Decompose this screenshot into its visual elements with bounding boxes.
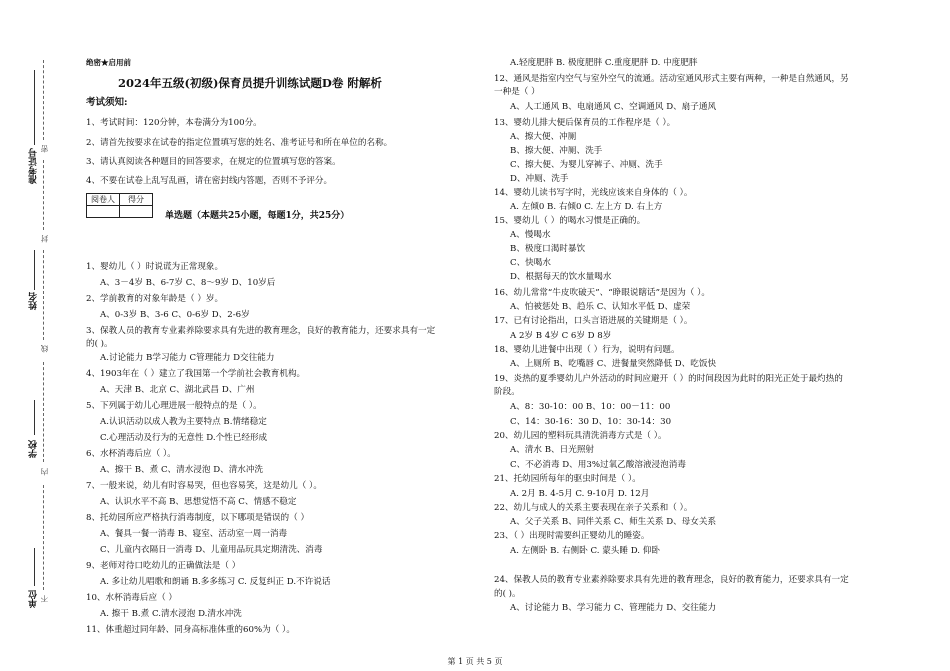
option-line: B、擦大便、冲厕、洗手 xyxy=(510,146,603,156)
name-label: 姓名 xyxy=(29,292,39,310)
option-line: C.心理活动及行为的无意性 D.个性已经形成 xyxy=(100,433,268,443)
question-line: 20、幼儿园的塑料玩具清洗消毒方式是（ ）。 xyxy=(494,431,667,441)
seal-line-1 xyxy=(43,60,44,140)
option-line: A、餐具一餐一消毒 B、寝室、活动室一周一消毒 xyxy=(100,529,288,539)
option-line: A. 左倾0 B. 右倾0 C. 左上方 D. 右上方 xyxy=(510,202,663,212)
score-box xyxy=(86,193,153,218)
score-cell: 得分 xyxy=(120,194,153,206)
option-line: A、父子关系 B、同伴关系 C、师生关系 D、母女关系 xyxy=(510,517,717,527)
question-line: 1、婴幼儿（ ）时说谎为正常现象。 xyxy=(86,262,224,272)
question-line: 2、学前教育的对象年龄是（ ）岁。 xyxy=(86,294,224,304)
question-line: 的( )。 xyxy=(494,589,521,599)
question-line: 阶段。 xyxy=(494,387,520,397)
option-line: A.讨论能力 B学习能力 C管理能力 D交往能力 xyxy=(100,353,275,363)
question-line: 的( )。 xyxy=(86,339,113,349)
score-blank[interactable] xyxy=(120,206,153,218)
option-line: C、14：30-16：30 D、10：30-14：30 xyxy=(510,417,672,427)
option-line: A.认识活动以成人教为主要特点 B.情绪稳定 xyxy=(100,417,267,427)
question-line: 15、婴幼儿（ ）的喝水习惯是正确的。 xyxy=(494,216,646,226)
option-line: C、儿童内衣隔日一消毒 D、儿童用品玩具定期清洗、消毒 xyxy=(100,545,323,555)
question-line: 23、（ ）出现时需要纠正婴幼儿的睡姿。 xyxy=(494,531,650,541)
option-line: C、快喝水 xyxy=(510,258,551,268)
option-line: A. 多让幼儿唱歌和朗诵 B.多多练习 C. 反复纠正 D.不许说话 xyxy=(100,577,331,587)
option-line: A. 2月 B. 4-5月 C. 9-10月 D. 12月 xyxy=(510,489,650,499)
question-line: 18、婴幼儿进餐中出现（ ）行为，说明有问题。 xyxy=(494,345,680,355)
section-heading: 单选题（本题共25小题，每题1分，共25分） xyxy=(165,211,350,221)
option-line: A.轻度肥胖 B. 极度肥胖 C.重度肥胖 D. 中度肥胖 xyxy=(510,58,698,68)
question-line: 19、炎热的夏季婴幼儿户外活动的时间应避开（ ）的时间段因为此时的阳光正处于最灼热的 xyxy=(494,374,843,384)
seal-char-5: 不 xyxy=(40,595,49,603)
option-line: A、擦大便、冲厕 xyxy=(510,132,577,142)
option-line: A、0-3岁 B、3-6 C、0-6岁 D、2-6岁 xyxy=(100,310,250,320)
reviewer-cell: 阅卷人 xyxy=(87,194,120,206)
question-line: 21、托幼园所每年的驱虫时间是（ ）。 xyxy=(494,474,641,484)
seal-char-2: 封 xyxy=(40,235,49,243)
option-line: D、冲厕、洗手 xyxy=(510,174,569,184)
option-line: A. 左侧卧 B. 右侧卧 C. 蒙头睡 D. 仰卧 xyxy=(510,546,660,556)
question-line: 7、一般来说，幼儿有时容易哭，但也容易笑，这是幼儿（ ）。 xyxy=(86,481,322,491)
seal-char-1: 密 xyxy=(40,145,49,153)
seal-line-5 xyxy=(43,485,44,590)
notice-item: 2、请首先按要求在试卷的指定位置填写您的姓名、准考证号和所在单位的名称。 xyxy=(86,138,393,148)
option-line: A、8：30-10：00 B、10：00－11：00 xyxy=(510,402,671,412)
option-line: A、天津 B、北京 C、湖北武昌 D、广州 xyxy=(100,385,255,395)
question-line: 24、保教人员的教育专业素养除要求具有先进的教育理念，良好的教育能力，还要求具有一定 xyxy=(494,575,849,585)
question-line: 9、老师对待口吃幼儿的正确做法是（ ） xyxy=(86,561,241,571)
question-line: 13、婴幼儿排大便后保育员的工作程序是（ ）。 xyxy=(494,118,676,128)
notice-item: 4、不要在试卷上乱写乱画，请在密封线内答题，否则不予评分。 xyxy=(86,176,333,186)
question-line: 4、1903年在（ ）建立了我国第一个学前社会教育机构。 xyxy=(86,369,306,379)
seal-line-3 xyxy=(43,250,44,340)
question-line: 10、水杯消毒后应（ ） xyxy=(86,593,178,603)
name-underline xyxy=(34,250,35,290)
option-line: C、擦大便、为婴儿穿裤子、冲厕、洗手 xyxy=(510,160,663,170)
question-line: 14、婴幼儿读书写字时，光线应该来自身体的（ ）。 xyxy=(494,188,693,198)
option-line: C、不必消毒 D、用3%过氧乙酸溶液浸泡消毒 xyxy=(510,460,686,470)
question-line: 5、下列属于幼儿心理进展一般特点的是（ ）。 xyxy=(86,401,262,411)
exam-number-underline xyxy=(34,70,35,145)
option-line: D、根据每天的饮水量喝水 xyxy=(510,272,612,282)
secret-mark: 绝密★启用前 xyxy=(86,58,131,67)
question-line: 3、保教人员的教育专业素养除要求具有先进的教育理念，良好的教育能力，还要求具有一定 xyxy=(86,326,436,336)
option-line: A、擦干 B、煮 C、清水浸泡 D、清水冲洗 xyxy=(100,465,264,475)
notice-item: 3、请认真阅读各种题目的回答要求，在规定的位置填写您的答案。 xyxy=(86,157,341,167)
option-line: A、慢喝水 xyxy=(510,230,551,240)
option-line: B、极度口渴时暴饮 xyxy=(510,244,586,254)
question-line: 8、托幼园所应严格执行消毒制度，以下哪项是错误的（ ） xyxy=(86,513,310,523)
reviewer-blank[interactable] xyxy=(87,206,120,218)
option-line: A 2岁 B 4岁 C 6岁 D 8岁 xyxy=(510,331,612,341)
question-line: 6、水杯消毒后应（ ）。 xyxy=(86,449,176,459)
unit-underline xyxy=(34,548,35,586)
question-line: 12、通风是指室内空气与室外空气的流通。活动室通风形式主要有两种，一种是自然通风，另 xyxy=(494,74,849,84)
option-line: A、怕被惩处 B、趋乐 C、认知水平低 D、虚荣 xyxy=(510,302,691,312)
option-line: A、上厕所 B、吃嘴唇 C、进餐量突然降低 D、吃饭快 xyxy=(510,359,717,369)
option-line: A、讨论能力 B、学习能力 C、管理能力 D、交往能力 xyxy=(510,603,717,613)
option-line: A、人工通风 B、电扇通风 C、空调通风 D、扇子通风 xyxy=(510,102,717,112)
seal-char-4: 内 xyxy=(40,468,49,476)
page-title: 2024年五级(初级)保育员提升训练试题D卷 附解析 xyxy=(118,76,382,90)
option-line: A、认识水平不高 B、思想觉悟不高 C、情感不稳定 xyxy=(100,497,297,507)
option-line: A、3－4岁 B、6-7岁 C、8～9岁 D、10岁后 xyxy=(100,278,276,288)
seal-char-3: 线 xyxy=(40,345,49,353)
option-line: A. 擦干 B.煮 C.清水浸泡 D.清水冲洗 xyxy=(100,609,242,619)
seal-line-4 xyxy=(43,362,44,462)
question-line: 一种是（ ） xyxy=(494,87,540,97)
unit-label: 单位 xyxy=(29,590,39,608)
question-line: 11、体重超过同年龄、同身高标准体重的60%为（ ）。 xyxy=(86,625,295,635)
question-line: 22、幼儿与成人的关系主要表现在亲子关系和（ ）。 xyxy=(494,503,693,513)
school-label: 学校 xyxy=(29,440,39,458)
school-underline xyxy=(34,400,35,435)
page-number: 第 1 页 共 5 页 xyxy=(447,657,503,666)
option-line: A、清水 B、日光照射 xyxy=(510,445,595,455)
exam-number-label: 准考证号 xyxy=(29,148,39,184)
notice-item: 1、考试时间：120分钟，本卷满分为100分。 xyxy=(86,118,262,128)
question-line: 17、已有讨论指出，口头言语进展的关键期是（ ）。 xyxy=(494,316,693,326)
question-line: 16、幼儿常常“牛皮吹破天”、“睁眼说瞎话”是因为（ ）。 xyxy=(494,288,711,298)
notice-heading: 考试须知: xyxy=(86,97,128,108)
seal-line-2 xyxy=(43,160,44,230)
